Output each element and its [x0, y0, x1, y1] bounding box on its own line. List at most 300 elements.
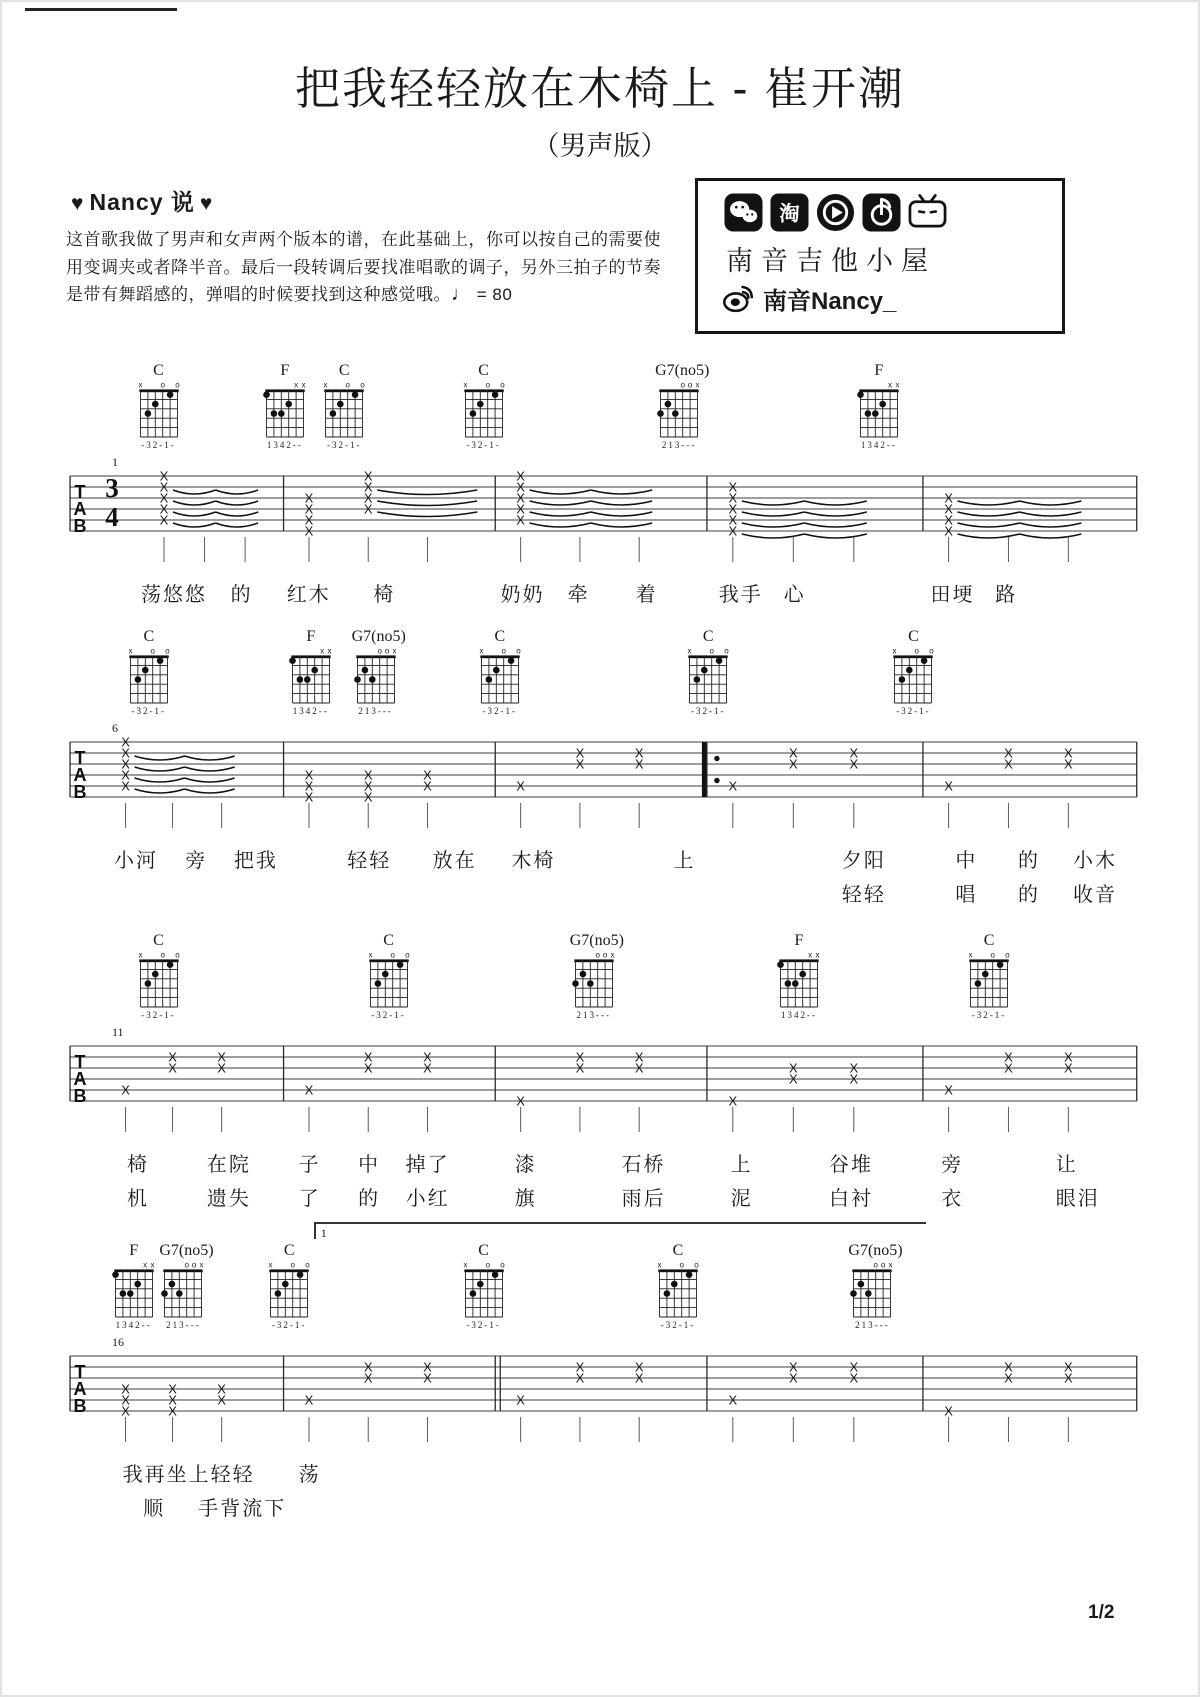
chord-name: C [908, 628, 919, 645]
svg-text:X: X [634, 1370, 644, 1386]
chord-fingering: -32-1- [690, 706, 726, 716]
chord-name: C [494, 628, 506, 645]
weibo-handle: 南音Nancy_ [763, 288, 897, 315]
svg-text:x: x [895, 380, 900, 390]
weibo-icon [722, 282, 755, 315]
svg-text:X: X [363, 1049, 373, 1065]
svg-text:X: X [944, 1403, 953, 1419]
svg-text:X: X [575, 1049, 585, 1065]
svg-text:x: x [888, 1260, 893, 1270]
lyric-syllable: 牵 [567, 584, 590, 606]
lyric-syllable: 木椅 [511, 850, 556, 872]
svg-text:x: x [968, 950, 973, 960]
chord-fingering: 1342-- [292, 706, 329, 716]
tab-staff [60, 736, 1140, 836]
svg-text:o: o [990, 950, 995, 960]
lyric-syllable: 轻轻 [841, 884, 886, 906]
svg-text:X: X [363, 470, 373, 484]
svg-text:x: x [301, 380, 306, 390]
svg-text:X: X [423, 1370, 432, 1386]
lyric-syllable: 了 [298, 1188, 321, 1210]
chord-fingering: -32-1- [660, 1320, 696, 1330]
lyric-syllable: 上 [730, 1154, 753, 1176]
svg-text:X: X [1004, 745, 1013, 761]
svg-text:X: X [575, 756, 585, 772]
svg-text:X: X [121, 1082, 130, 1098]
svg-text:X: X [363, 479, 373, 495]
chord-diagram-F [261, 362, 309, 450]
svg-text:x: x [199, 1260, 204, 1270]
weibo-row [722, 281, 896, 316]
svg-text:X: X [849, 756, 859, 772]
svg-text:X: X [121, 745, 130, 761]
svg-text:x: x [142, 1260, 147, 1270]
svg-text:X: X [944, 778, 953, 794]
svg-text:x: x [138, 950, 143, 960]
lyric-syllable: 中 [955, 850, 978, 872]
chord-fingering: 213--- [166, 1320, 201, 1330]
svg-text:x: x [610, 950, 615, 960]
tab-system-2 [60, 628, 1140, 928]
chord-diagram-C [125, 628, 173, 716]
svg-text:X: X [634, 745, 644, 761]
svg-text:x: x [808, 950, 813, 960]
chord-diagram-C [476, 628, 524, 716]
chord-fingering: 1342-- [780, 1010, 817, 1020]
lyric-syllable: 谷堆 [828, 1154, 873, 1176]
svg-text:x: x [657, 1260, 662, 1270]
chord-fingering: 1342-- [860, 440, 897, 450]
svg-text:o: o [345, 380, 351, 390]
svg-text:X: X [121, 767, 130, 783]
chord-diagram-G7(no5) [351, 628, 406, 716]
lyric-syllable: 在院 [206, 1154, 251, 1176]
svg-text:X: X [423, 1359, 432, 1375]
lyric-syllable: 我再坐上轻轻 [122, 1464, 255, 1486]
chord-diagram-C [135, 362, 183, 450]
chord-name: C [478, 1242, 489, 1259]
svg-text:X: X [304, 789, 314, 805]
chord-diagram-G7(no5) [569, 932, 624, 1020]
chord-name: C [383, 932, 394, 949]
svg-text:B: B [73, 782, 87, 802]
chord-diagram-G7(no5) [159, 1242, 214, 1330]
lyric-syllable: 雨后 [621, 1188, 666, 1210]
chord-fingering: -32-1- [141, 1010, 176, 1020]
svg-text:X: X [849, 745, 859, 761]
tab-system-4 [60, 1222, 1140, 1522]
svg-text:X: X [849, 1370, 859, 1386]
lyric-syllable: 小木 [1073, 850, 1118, 872]
svg-text:X: X [728, 501, 738, 517]
lyric-syllable: 椅 [126, 1154, 149, 1176]
tab-staff [60, 470, 1140, 570]
svg-text:x: x [319, 646, 324, 656]
social-icon-row [724, 193, 947, 232]
svg-text:X: X [304, 523, 314, 539]
svg-text:o: o [687, 380, 693, 390]
volta-label: 1 [320, 1226, 327, 1240]
svg-text:o: o [192, 1260, 197, 1270]
song-title: 把我轻轻放在木椅上 - 崔开潮 [295, 63, 905, 114]
lyric-syllable: 路 [995, 584, 1018, 606]
measure-number: 1 [112, 455, 118, 469]
svg-text:X: X [728, 778, 738, 794]
svg-text:o: o [516, 646, 521, 656]
chord-fingering: -32-1- [371, 1010, 406, 1020]
svg-text:X: X [217, 1060, 226, 1076]
svg-text:X: X [516, 512, 525, 528]
svg-text:o: o [679, 1260, 684, 1270]
svg-text:X: X [575, 745, 585, 761]
song-subtitle: （男声版） [532, 131, 668, 161]
svg-text:x: x [327, 646, 332, 656]
svg-text:X: X [121, 756, 130, 772]
note-heading-text: Nancy 说 [89, 189, 195, 215]
svg-text:X: X [363, 1370, 373, 1386]
lyrics-row [60, 1492, 1140, 1518]
svg-text:x: x [138, 380, 143, 390]
lyric-syllable: 奶奶 [500, 584, 545, 606]
lyric-syllable: 红木 [286, 584, 331, 606]
svg-text:o: o [709, 646, 715, 656]
svg-text:X: X [304, 767, 314, 783]
svg-text:o: o [881, 1260, 886, 1270]
svg-text:x: x [687, 646, 692, 656]
svg-text:T: T [74, 1052, 86, 1072]
lyric-syllable: 泥 [730, 1188, 753, 1210]
note-line [66, 281, 696, 309]
svg-text:o: o [485, 1260, 490, 1270]
svg-text:x: x [815, 950, 820, 960]
svg-text:x: x [887, 380, 892, 390]
lyric-syllable: 子 [298, 1154, 321, 1176]
svg-text:T: T [74, 748, 86, 768]
lyrics-row [60, 844, 1140, 870]
lyric-syllable: 的 [1017, 850, 1040, 872]
tab-system-3 [60, 932, 1140, 1232]
svg-text:x: x [695, 380, 700, 390]
svg-text:X: X [363, 1359, 373, 1375]
svg-text:X: X [575, 1359, 585, 1375]
svg-text:o: o [174, 380, 180, 390]
svg-text:X: X [1004, 1049, 1013, 1065]
svg-text:X: X [516, 479, 525, 495]
shop-name: 南音吉他小屋 [726, 246, 936, 276]
svg-text:o: o [724, 646, 729, 656]
lyric-syllable: 中 [358, 1154, 381, 1176]
chord-diagram-C [654, 1242, 702, 1330]
svg-text:o: o [165, 646, 170, 656]
chord-fingering: 213--- [576, 1010, 611, 1020]
scan-artifact-line [25, 8, 177, 11]
chord-name: C [153, 932, 164, 949]
svg-text:x: x [128, 646, 133, 656]
chord-fingering: -32-1- [327, 440, 362, 450]
svg-text:x: x [392, 646, 397, 656]
lyric-syllable: 的 [230, 584, 253, 606]
lyric-syllable: 夕阳 [841, 850, 886, 872]
svg-text:T: T [74, 482, 86, 502]
svg-text:X: X [516, 470, 525, 484]
lyric-syllable: 掉了 [405, 1154, 450, 1176]
svg-text:X: X [1063, 1060, 1073, 1076]
svg-text:X: X [1063, 756, 1073, 772]
lyrics-row [60, 578, 1140, 604]
svg-text:X: X [516, 778, 525, 794]
chord-name: C [338, 362, 350, 379]
bilibili-icon [908, 193, 947, 232]
svg-text:X: X [217, 1392, 226, 1408]
svg-text:X: X [575, 1370, 585, 1386]
lyric-syllable: 轻轻 [347, 850, 392, 872]
svg-text:o: o [390, 950, 395, 960]
svg-text:X: X [728, 490, 738, 506]
tempo-value: = 80 [476, 285, 513, 304]
svg-text:x: x [268, 1260, 273, 1270]
svg-text:X: X [168, 1392, 177, 1408]
svg-text:o: o [377, 646, 382, 656]
svg-text:X: X [788, 1370, 798, 1386]
svg-text:X: X [1004, 756, 1013, 772]
netease-music-icon [862, 193, 901, 232]
svg-text:X: X [944, 490, 953, 506]
chord-diagram-C [889, 628, 937, 716]
heart-icon: ♥ [71, 192, 85, 215]
chord-fingering: -32-1- [141, 440, 176, 450]
svg-text:X: X [634, 1060, 644, 1076]
svg-text:X: X [159, 479, 169, 495]
chord-fingering: -32-1- [466, 440, 501, 450]
lyrics-row [60, 878, 1140, 904]
svg-text:X: X [423, 1060, 432, 1076]
svg-text:o: o [290, 1260, 296, 1270]
svg-text:X: X [304, 1082, 314, 1098]
quarter-note-icon: ♩ [451, 283, 472, 305]
chord-name: C [283, 1242, 295, 1259]
svg-text:o: o [929, 646, 935, 656]
svg-text:o: o [404, 950, 410, 960]
lyric-syllable: 把我 [233, 850, 278, 872]
svg-text:X: X [728, 512, 738, 528]
lyric-syllable: 唱 [955, 884, 978, 906]
chord-name: F [874, 362, 884, 379]
svg-text:X: X [1063, 745, 1073, 761]
svg-text:A: A [73, 1069, 87, 1089]
chord-name: G7(no5) [351, 628, 406, 645]
svg-text:X: X [363, 767, 373, 783]
chord-diagram-F [287, 628, 335, 716]
note-line: 这首歌我做了男声和女声两个版本的谱，在此基础上，你可以按自己的需要使 [66, 230, 661, 249]
lyric-syllable: 着 [635, 584, 658, 606]
svg-text:B: B [73, 516, 87, 536]
lyric-syllable: 田埂 [930, 584, 975, 606]
taobao-icon [770, 193, 809, 232]
lyric-syllable: 我手 [718, 584, 763, 606]
svg-text:o: o [485, 380, 490, 390]
lyrics-row [60, 1458, 1140, 1484]
svg-text:A: A [73, 499, 87, 519]
svg-text:X: X [168, 1381, 177, 1397]
svg-text:X: X [516, 501, 525, 517]
svg-text:o: o [360, 380, 365, 390]
svg-text:X: X [634, 756, 644, 772]
tab-system-1 [60, 362, 1140, 662]
svg-text:o: o [174, 950, 180, 960]
lyric-syllable: 手背流下 [198, 1498, 287, 1520]
svg-text:X: X [423, 778, 432, 794]
svg-text:X: X [728, 1093, 738, 1109]
svg-text:X: X [788, 756, 798, 772]
lyric-syllable: 的 [1017, 884, 1040, 906]
svg-text:X: X [788, 745, 798, 761]
lyric-syllable: 机 [126, 1188, 149, 1210]
video-play-icon [816, 193, 855, 232]
svg-text:X: X [304, 490, 314, 506]
chord-name: C [672, 1242, 684, 1259]
svg-text:B: B [73, 1396, 87, 1416]
chord-diagram-C [684, 628, 732, 716]
note-line-text: 是带有舞蹈感的，弹唱的时候要找到这种感觉哦。 [66, 285, 451, 304]
svg-text:X: X [217, 1381, 226, 1397]
svg-text:o: o [159, 950, 165, 960]
svg-text:o: o [499, 1260, 505, 1270]
info-box [695, 178, 1065, 334]
svg-text:X: X [363, 490, 373, 506]
chord-fingering: -32-1- [896, 706, 931, 716]
svg-text:X: X [634, 1049, 644, 1065]
svg-text:X: X [849, 1071, 859, 1087]
chord-name: C [702, 628, 714, 645]
svg-text:X: X [849, 1060, 859, 1076]
svg-text:o: o [305, 1260, 310, 1270]
lyrics-row [60, 1182, 1140, 1208]
wechat-icon [724, 193, 763, 232]
heart-icon: ♥ [199, 192, 214, 215]
svg-text:X: X [1004, 1370, 1013, 1386]
lyric-syllable: 漆 [514, 1154, 537, 1176]
tempo-marking [451, 285, 512, 304]
svg-text:X: X [1063, 1049, 1073, 1065]
lyric-syllable: 顺 [143, 1498, 166, 1520]
chord-name: G7(no5) [569, 932, 624, 949]
lyrics-row [60, 1148, 1140, 1174]
chord-name: F [794, 932, 804, 949]
svg-text:X: X [944, 501, 953, 517]
svg-text:X: X [121, 1381, 130, 1397]
lyric-syllable: 让 [1055, 1154, 1078, 1176]
svg-text:A: A [73, 765, 87, 785]
lyric-syllable: 旁 [185, 850, 208, 872]
lyric-syllable: 旗 [514, 1188, 537, 1210]
svg-text:X: X [423, 1049, 432, 1065]
svg-text:X: X [944, 523, 953, 539]
chord-name: F [306, 628, 316, 645]
lyric-syllable: 旁 [941, 1154, 964, 1176]
svg-text:X: X [634, 1359, 644, 1375]
svg-text:o: o [384, 646, 389, 656]
chord-fingering: -32-1- [466, 1320, 501, 1330]
svg-text:x: x [368, 950, 373, 960]
svg-text:X: X [363, 501, 373, 517]
svg-text:x: x [892, 646, 897, 656]
svg-text:x: x [463, 1260, 468, 1270]
volta-bracket [314, 1222, 926, 1239]
svg-text:o: o [501, 646, 506, 656]
svg-text:X: X [849, 1359, 859, 1375]
page-number: 1/2 [1088, 1602, 1115, 1623]
lyric-syllable: 心 [783, 584, 806, 606]
chord-diagram-C [365, 932, 413, 1020]
chord-fingering: 1342-- [266, 440, 303, 450]
chord-fingering: 213--- [358, 706, 393, 716]
svg-text:B: B [73, 1086, 87, 1106]
svg-text:X: X [304, 501, 314, 517]
chord-fingering: -32-1- [271, 1320, 307, 1330]
svg-text:x: x [293, 380, 298, 390]
chord-fingering: 213--- [661, 440, 697, 450]
lyric-syllable: 上 [673, 850, 696, 872]
tab-staff [60, 1040, 1140, 1140]
chord-name: G7(no5) [848, 1242, 903, 1259]
lyric-syllable: 荡 [298, 1464, 321, 1486]
svg-text:X: X [363, 778, 373, 794]
svg-text:X: X [304, 1392, 314, 1408]
lyric-syllable: 石桥 [621, 1154, 666, 1176]
chord-name: F [129, 1242, 139, 1259]
svg-text:淘: 淘 [779, 202, 800, 226]
svg-text:x: x [150, 1260, 155, 1270]
measure-number: 11 [112, 1025, 124, 1039]
chord-diagram-C [460, 1242, 508, 1330]
chord-name: C [478, 362, 489, 379]
chord-diagram-G7(no5) [655, 362, 710, 450]
svg-text:X: X [516, 1392, 525, 1408]
svg-text:X: X [575, 1060, 585, 1076]
lyric-syllable: 小红 [405, 1188, 450, 1210]
measure-number: 6 [112, 721, 118, 735]
svg-text:o: o [595, 950, 600, 960]
svg-text:X: X [1004, 1060, 1013, 1076]
lyric-syllable: 荡悠悠 [141, 584, 207, 606]
svg-text:X: X [217, 1049, 226, 1065]
svg-text:o: o [499, 380, 505, 390]
svg-text:X: X [1063, 1370, 1073, 1386]
svg-text:X: X [728, 1392, 738, 1408]
svg-text:x: x [323, 380, 328, 390]
svg-text:o: o [873, 1260, 879, 1270]
lyric-syllable: 放在 [432, 850, 477, 872]
svg-text:X: X [159, 490, 169, 506]
chord-diagram-C [320, 362, 368, 450]
svg-text:X: X [159, 512, 169, 528]
chord-name: C [983, 932, 995, 949]
lyric-syllable: 收音 [1073, 884, 1118, 906]
svg-text:X: X [363, 789, 373, 805]
lyric-syllable: 白衬 [828, 1188, 873, 1210]
svg-text:X: X [944, 1082, 953, 1098]
chord-fingering: 1342-- [115, 1320, 152, 1330]
chord-diagram-C [460, 362, 508, 450]
svg-text:X: X [168, 1060, 177, 1076]
svg-text:o: o [694, 1260, 699, 1270]
chord-name: G7(no5) [655, 362, 710, 379]
svg-text:o: o [150, 646, 155, 656]
svg-text:X: X [168, 1049, 177, 1065]
lyric-syllable: 的 [358, 1188, 381, 1210]
svg-text:X: X [304, 778, 314, 794]
svg-text:X: X [516, 1093, 525, 1109]
